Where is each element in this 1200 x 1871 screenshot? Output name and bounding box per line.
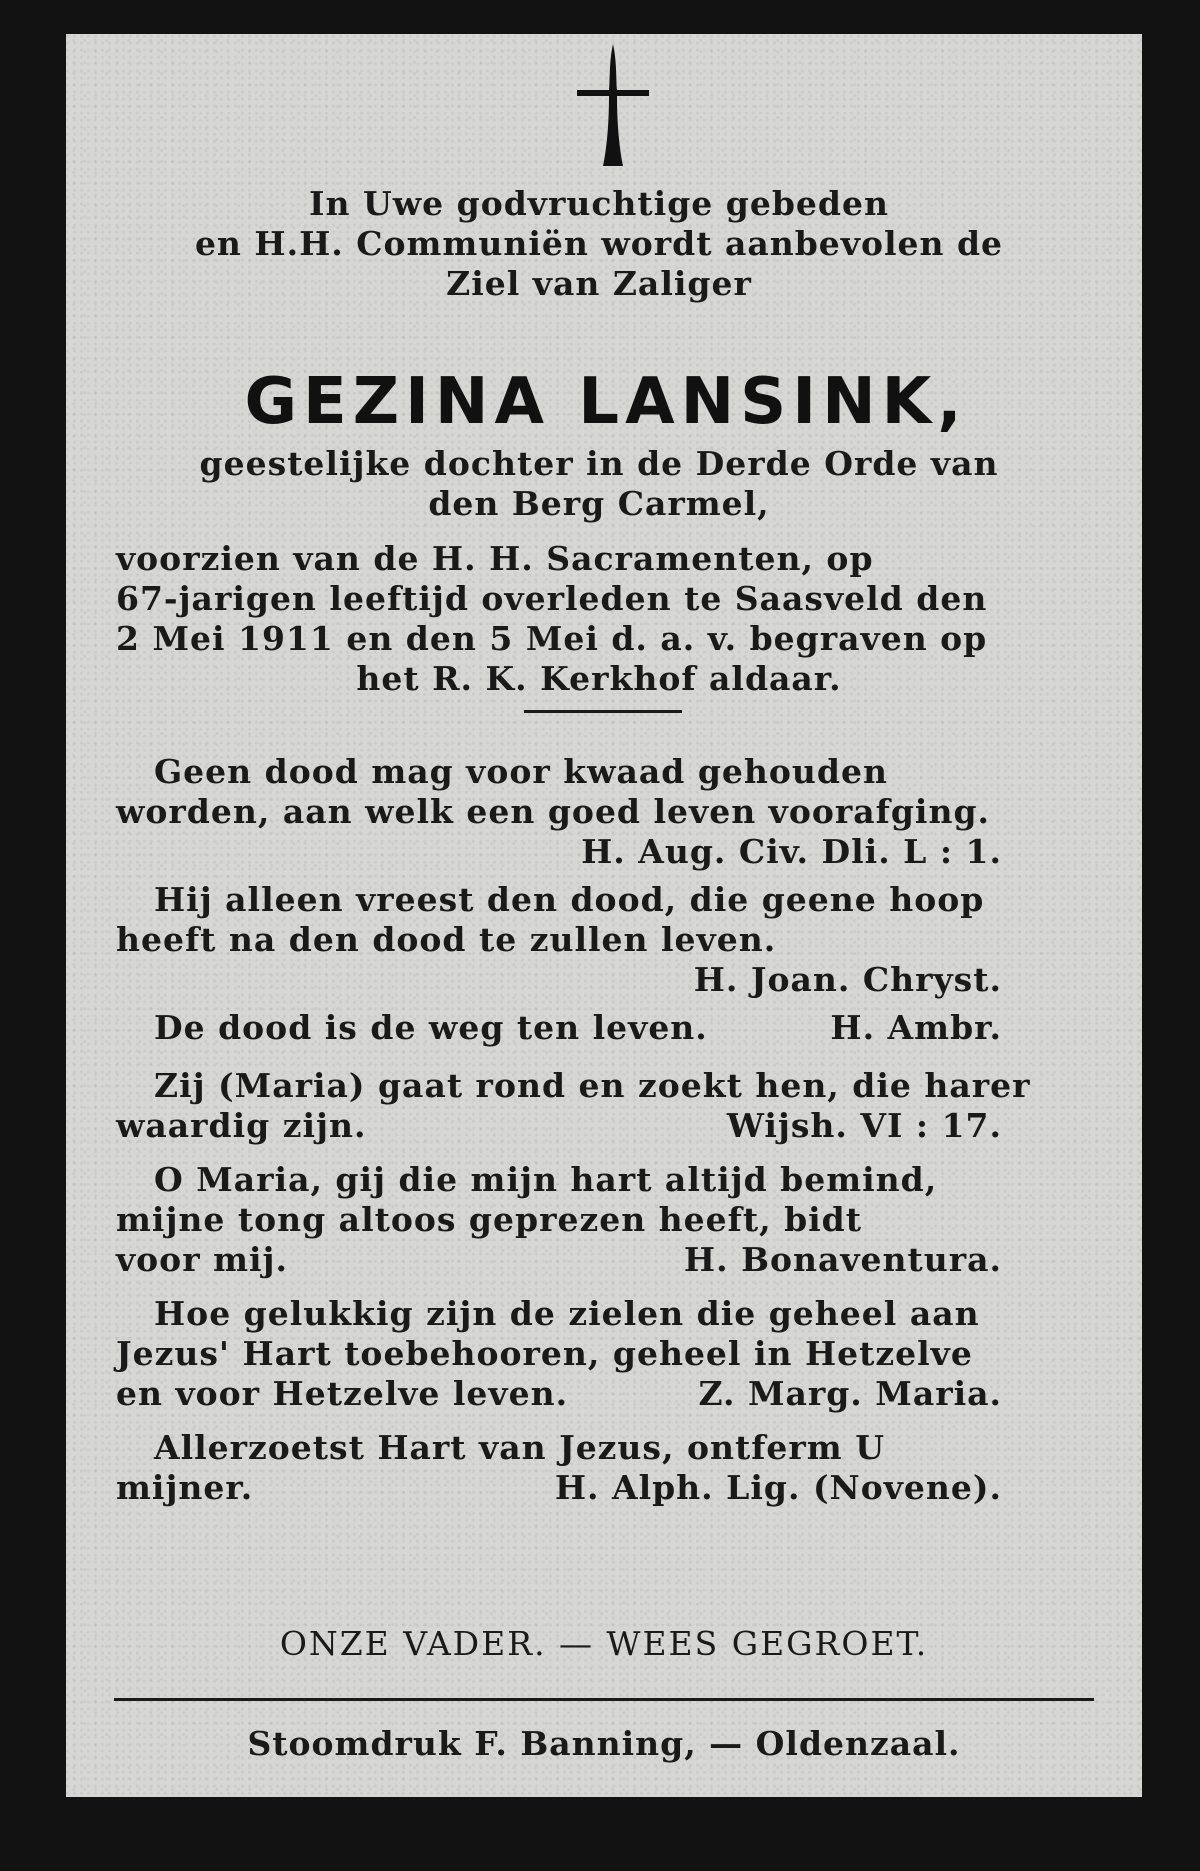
description-line-2: den Berg Carmel, xyxy=(428,484,770,523)
long-divider xyxy=(114,1698,1094,1701)
death-notice-line-1: voorzien van de H. H. Sacramenten, op xyxy=(116,539,874,578)
quote-last-row xyxy=(116,1240,1082,1280)
memorial-card xyxy=(66,34,1142,1797)
quote-line: De dood is de weg ten leven. xyxy=(154,1008,708,1047)
death-notice-line-4: het R. K. Kerkhof aldaar. xyxy=(356,659,842,698)
intro-line-2: en H.H. Communiën wordt aanbevolen de xyxy=(194,224,1004,263)
quote-last-row xyxy=(116,1106,1082,1146)
description-text xyxy=(116,444,1082,524)
death-notice xyxy=(116,539,1082,699)
quote-bonaventura xyxy=(116,1160,1082,1280)
quote-margaret-mary xyxy=(116,1294,1082,1414)
intro-line-1: In Uwe godvruchtige gebeden xyxy=(309,184,889,223)
quote-source: H. Joan. Chryst. xyxy=(693,960,1002,999)
quote-augustine xyxy=(116,752,1082,872)
quote-source: H. Bonaventura. xyxy=(683,1240,1002,1279)
quote-line: Hij alleen vreest den dood, die geene hoop xyxy=(154,880,985,919)
quote-line: en voor Hetzelve leven. xyxy=(116,1374,569,1413)
quote-line: Geen dood mag voor kwaad gehouden xyxy=(154,752,888,791)
death-notice-line-2: 67-jarigen leeftijd overleden te Saasveld den xyxy=(116,579,988,618)
quote-source: H. Alph. Lig. (Novene). xyxy=(554,1468,1002,1507)
quote-line: mijner. xyxy=(116,1468,254,1507)
quote-line: Allerzoetst Hart van Jezus, ontferm U xyxy=(154,1428,885,1467)
printer-credit: Stoomdruk F. Banning, — Oldenzaal. xyxy=(247,1724,961,1763)
intro-text xyxy=(116,184,1082,304)
quote-line: heeft na den dood te zullen leven. xyxy=(116,920,777,959)
deceased-name: GEZINA LANSINK, xyxy=(244,365,968,439)
quote-ambrose xyxy=(116,1008,1082,1048)
intro-line-3: Ziel van Zaliger xyxy=(446,264,752,303)
quote-line: voor mij. xyxy=(116,1240,288,1279)
quote-source: H. Ambr. xyxy=(830,1008,1002,1047)
quote-line: waardig zijn. xyxy=(116,1106,367,1145)
description-line-1: geestelijke dochter in de Derde Orde van xyxy=(199,444,999,483)
cross-icon xyxy=(573,42,653,172)
quote-line: Jezus' Hart toebehooren, geheel in Hetzelve xyxy=(116,1334,973,1373)
death-notice-line-3: 2 Mei 1911 en den 5 Mei d. a. v. begraven op xyxy=(116,619,988,658)
closing-prayer: ONZE VADER. — WEES GEGROET. xyxy=(279,1624,929,1663)
quote-alphonsus xyxy=(116,1428,1082,1508)
quote-wisdom xyxy=(116,1066,1082,1146)
quote-chrysostom xyxy=(116,880,1082,1000)
quote-last-row xyxy=(116,1468,1082,1508)
quote-source: Wijsh. VI : 17. xyxy=(726,1106,1002,1145)
quotes-section xyxy=(116,752,1082,1508)
quote-line: mijne tong altoos geprezen heeft, bidt xyxy=(116,1200,863,1239)
short-divider xyxy=(524,710,682,713)
quote-last-row xyxy=(116,1374,1082,1414)
quote-line: O Maria, gij die mijn hart altijd bemind, xyxy=(154,1160,938,1199)
quote-line: Hoe gelukkig zijn de zielen die geheel aan xyxy=(154,1294,980,1333)
quote-source: H. Aug. Civ. Dli. L : 1. xyxy=(581,832,1002,871)
quote-source: Z. Marg. Maria. xyxy=(698,1374,1002,1413)
quote-line: Zij (Maria) gaat rond en zoekt hen, die harer xyxy=(154,1066,1031,1105)
quote-line: worden, aan welk een goed leven voorafging. xyxy=(116,792,991,831)
